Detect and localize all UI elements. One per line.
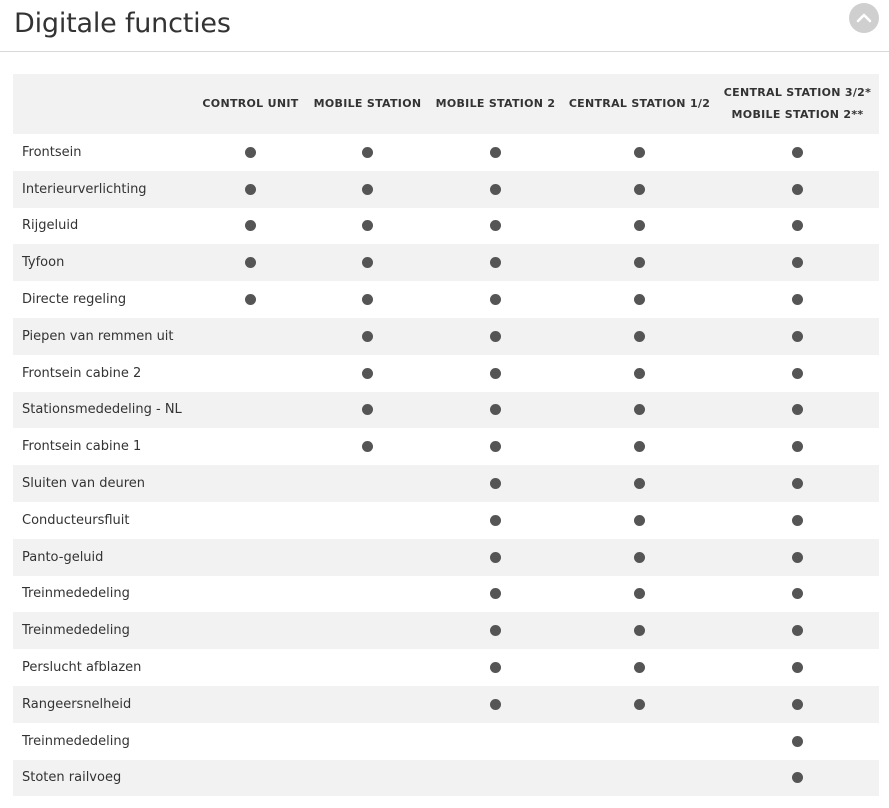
filled-circle-icon [245, 220, 256, 231]
support-cell-cs12 [563, 208, 716, 245]
filled-circle-icon [490, 404, 501, 415]
filled-circle-icon [490, 331, 501, 342]
filled-circle-icon [362, 441, 373, 452]
table-row [13, 428, 879, 465]
filled-circle-icon [490, 184, 501, 195]
support-cell-cs12 [563, 355, 716, 392]
filled-circle-icon [634, 331, 645, 342]
support-cell-cu [194, 208, 307, 245]
section-header [0, 0, 889, 52]
support-cell-cu [194, 723, 307, 760]
filled-circle-icon [792, 699, 803, 710]
filled-circle-icon [792, 294, 803, 305]
support-cell-cu [194, 392, 307, 429]
filled-circle-icon [792, 441, 803, 452]
column-header-ms [307, 74, 428, 134]
filled-circle-icon [792, 662, 803, 673]
support-cell-ms [307, 539, 428, 576]
table-row [13, 392, 879, 429]
support-cell-cs32 [716, 208, 879, 245]
support-cell-ms2 [428, 208, 563, 245]
filled-circle-icon [490, 478, 501, 489]
support-cell-cs12 [563, 428, 716, 465]
filled-circle-icon [634, 699, 645, 710]
support-cell-cs12 [563, 576, 716, 613]
support-cell-ms [307, 134, 428, 171]
column-header-cs32 [716, 74, 879, 134]
support-cell-ms [307, 612, 428, 649]
support-cell-cu [194, 612, 307, 649]
filled-circle-icon [792, 588, 803, 599]
table-row [13, 208, 879, 245]
support-cell-ms [307, 281, 428, 318]
support-cell-ms [307, 502, 428, 539]
column-header-label: MOBILE STATION 2 [435, 97, 556, 110]
table-row [13, 281, 879, 318]
filled-circle-icon [490, 515, 501, 526]
filled-circle-icon [490, 625, 501, 636]
support-cell-ms2 [428, 539, 563, 576]
support-cell-cu [194, 281, 307, 318]
support-cell-ms [307, 392, 428, 429]
support-cell-cs12 [563, 171, 716, 208]
filled-circle-icon [634, 478, 645, 489]
filled-circle-icon [792, 552, 803, 563]
support-cell-cs32 [716, 502, 879, 539]
support-cell-cu [194, 539, 307, 576]
function-name: Interieurverlichting [22, 181, 147, 197]
table-row [13, 723, 879, 760]
table-row [13, 171, 879, 208]
support-cell-ms2 [428, 723, 563, 760]
column-header-cu [194, 74, 307, 134]
support-cell-cs32 [716, 539, 879, 576]
support-cell-ms2 [428, 318, 563, 355]
function-name: Directe regeling [22, 292, 127, 308]
support-cell-ms [307, 244, 428, 281]
filled-circle-icon [792, 257, 803, 268]
column-header-ms2 [428, 74, 563, 134]
support-cell-cs32 [716, 355, 879, 392]
support-cell-ms2 [428, 355, 563, 392]
function-name: Stationsmededeling - NL [22, 402, 182, 418]
table-row [13, 760, 879, 797]
support-cell-cs32 [716, 465, 879, 502]
filled-circle-icon [490, 368, 501, 379]
table-header-row [13, 74, 879, 134]
filled-circle-icon [362, 294, 373, 305]
functions-table [13, 74, 879, 796]
support-cell-ms [307, 318, 428, 355]
collapse-button[interactable] [849, 3, 879, 33]
support-cell-cu [194, 686, 307, 723]
filled-circle-icon [792, 736, 803, 747]
table-row [13, 244, 879, 281]
support-cell-ms2 [428, 281, 563, 318]
function-name: Treinmededeling [22, 733, 130, 749]
table-row [13, 649, 879, 686]
filled-circle-icon [634, 625, 645, 636]
table-body [13, 134, 879, 796]
support-cell-ms2 [428, 760, 563, 797]
function-name: Rijgeluid [22, 218, 79, 234]
filled-circle-icon [634, 184, 645, 195]
filled-circle-icon [634, 515, 645, 526]
support-cell-ms2 [428, 134, 563, 171]
support-cell-cs12 [563, 539, 716, 576]
filled-circle-icon [490, 662, 501, 673]
support-cell-cs32 [716, 244, 879, 281]
filled-circle-icon [792, 404, 803, 415]
filled-circle-icon [490, 588, 501, 599]
support-cell-ms2 [428, 612, 563, 649]
support-cell-cs12 [563, 723, 716, 760]
support-cell-ms [307, 760, 428, 797]
support-cell-ms [307, 208, 428, 245]
header-function-name [13, 74, 194, 134]
support-cell-ms [307, 465, 428, 502]
filled-circle-icon [245, 257, 256, 268]
function-name: Frontsein cabine 2 [22, 365, 142, 381]
support-cell-cs12 [563, 134, 716, 171]
filled-circle-icon [362, 331, 373, 342]
support-cell-cu [194, 318, 307, 355]
table-row [13, 686, 879, 723]
support-cell-cs32 [716, 576, 879, 613]
table-row [13, 355, 879, 392]
support-cell-cs12 [563, 502, 716, 539]
function-name: Sluiten van deuren [22, 476, 145, 492]
filled-circle-icon [245, 147, 256, 158]
filled-circle-icon [792, 220, 803, 231]
support-cell-ms2 [428, 171, 563, 208]
support-cell-cs32 [716, 723, 879, 760]
support-cell-cs32 [716, 392, 879, 429]
filled-circle-icon [362, 220, 373, 231]
table-row [13, 465, 879, 502]
filled-circle-icon [362, 147, 373, 158]
filled-circle-icon [490, 552, 501, 563]
support-cell-cs12 [563, 318, 716, 355]
table-row [13, 576, 879, 613]
support-cell-cs12 [563, 244, 716, 281]
support-cell-cs12 [563, 281, 716, 318]
column-header-label: CENTRAL STATION 1/2 [568, 97, 711, 110]
filled-circle-icon [634, 220, 645, 231]
function-name: Rangeersnelheid [22, 696, 132, 712]
column-header-cs12 [563, 74, 716, 134]
filled-circle-icon [634, 257, 645, 268]
filled-circle-icon [490, 294, 501, 305]
support-cell-cs12 [563, 760, 716, 797]
support-cell-ms2 [428, 428, 563, 465]
filled-circle-icon [362, 184, 373, 195]
function-name: Piepen van remmen uit [22, 328, 174, 344]
function-name: Stoten railvoeg [22, 770, 122, 786]
table-row [13, 539, 879, 576]
filled-circle-icon [634, 147, 645, 158]
filled-circle-icon [245, 184, 256, 195]
support-cell-cu [194, 244, 307, 281]
function-name: Frontsein [22, 144, 82, 160]
function-name: Treinmededeling [22, 623, 130, 639]
support-cell-cu [194, 355, 307, 392]
support-cell-ms2 [428, 686, 563, 723]
support-cell-cs32 [716, 281, 879, 318]
filled-circle-icon [634, 404, 645, 415]
support-cell-ms [307, 686, 428, 723]
support-cell-cu [194, 649, 307, 686]
function-name: Conducteursfluit [22, 512, 130, 528]
column-header-label: MOBILE STATION [313, 97, 422, 110]
support-cell-ms [307, 649, 428, 686]
table-row [13, 318, 879, 355]
table-row [13, 612, 879, 649]
support-cell-cs12 [563, 612, 716, 649]
filled-circle-icon [792, 147, 803, 158]
support-cell-ms2 [428, 649, 563, 686]
filled-circle-icon [245, 294, 256, 305]
support-cell-cs12 [563, 465, 716, 502]
support-cell-ms2 [428, 576, 563, 613]
filled-circle-icon [362, 368, 373, 379]
function-name: Frontsein cabine 1 [22, 439, 142, 455]
filled-circle-icon [634, 368, 645, 379]
function-name: Treinmededeling [22, 586, 130, 602]
support-cell-ms [307, 576, 428, 613]
support-cell-ms [307, 171, 428, 208]
support-cell-cs32 [716, 686, 879, 723]
support-cell-cu [194, 428, 307, 465]
support-cell-cs32 [716, 649, 879, 686]
column-header-label: CONTROL UNIT [202, 97, 299, 110]
filled-circle-icon [362, 404, 373, 415]
column-header-label: CENTRAL STATION 3/2* [723, 86, 872, 99]
filled-circle-icon [792, 625, 803, 636]
column-header-label: MOBILE STATION 2** [731, 108, 864, 121]
support-cell-cs32 [716, 134, 879, 171]
filled-circle-icon [634, 662, 645, 673]
support-cell-ms [307, 428, 428, 465]
filled-circle-icon [634, 588, 645, 599]
chevron-up-icon [849, 3, 879, 33]
function-name: Tyfoon [22, 255, 65, 271]
support-cell-ms [307, 355, 428, 392]
support-cell-ms2 [428, 502, 563, 539]
table-row [13, 134, 879, 171]
filled-circle-icon [634, 294, 645, 305]
function-name: Perslucht afblazen [22, 660, 142, 676]
support-cell-cs32 [716, 760, 879, 797]
support-cell-cu [194, 760, 307, 797]
filled-circle-icon [792, 772, 803, 783]
filled-circle-icon [792, 184, 803, 195]
support-cell-cu [194, 576, 307, 613]
support-cell-cu [194, 171, 307, 208]
support-cell-cs12 [563, 686, 716, 723]
filled-circle-icon [490, 257, 501, 268]
support-cell-ms2 [428, 244, 563, 281]
filled-circle-icon [634, 552, 645, 563]
support-cell-ms [307, 723, 428, 760]
filled-circle-icon [490, 441, 501, 452]
support-cell-cs12 [563, 649, 716, 686]
support-cell-ms2 [428, 465, 563, 502]
filled-circle-icon [792, 515, 803, 526]
support-cell-cs12 [563, 392, 716, 429]
support-cell-cs32 [716, 428, 879, 465]
filled-circle-icon [490, 699, 501, 710]
support-cell-cs32 [716, 612, 879, 649]
page-title: Digitale functies [14, 8, 231, 39]
support-cell-cs32 [716, 318, 879, 355]
functions-table-container [13, 74, 879, 796]
filled-circle-icon [362, 257, 373, 268]
support-cell-cu [194, 502, 307, 539]
table-row [13, 502, 879, 539]
filled-circle-icon [792, 368, 803, 379]
function-name: Panto-geluid [22, 549, 104, 565]
filled-circle-icon [792, 331, 803, 342]
support-cell-cu [194, 465, 307, 502]
filled-circle-icon [792, 478, 803, 489]
support-cell-cs32 [716, 171, 879, 208]
filled-circle-icon [634, 441, 645, 452]
filled-circle-icon [490, 220, 501, 231]
filled-circle-icon [490, 147, 501, 158]
support-cell-cu [194, 134, 307, 171]
support-cell-ms2 [428, 392, 563, 429]
